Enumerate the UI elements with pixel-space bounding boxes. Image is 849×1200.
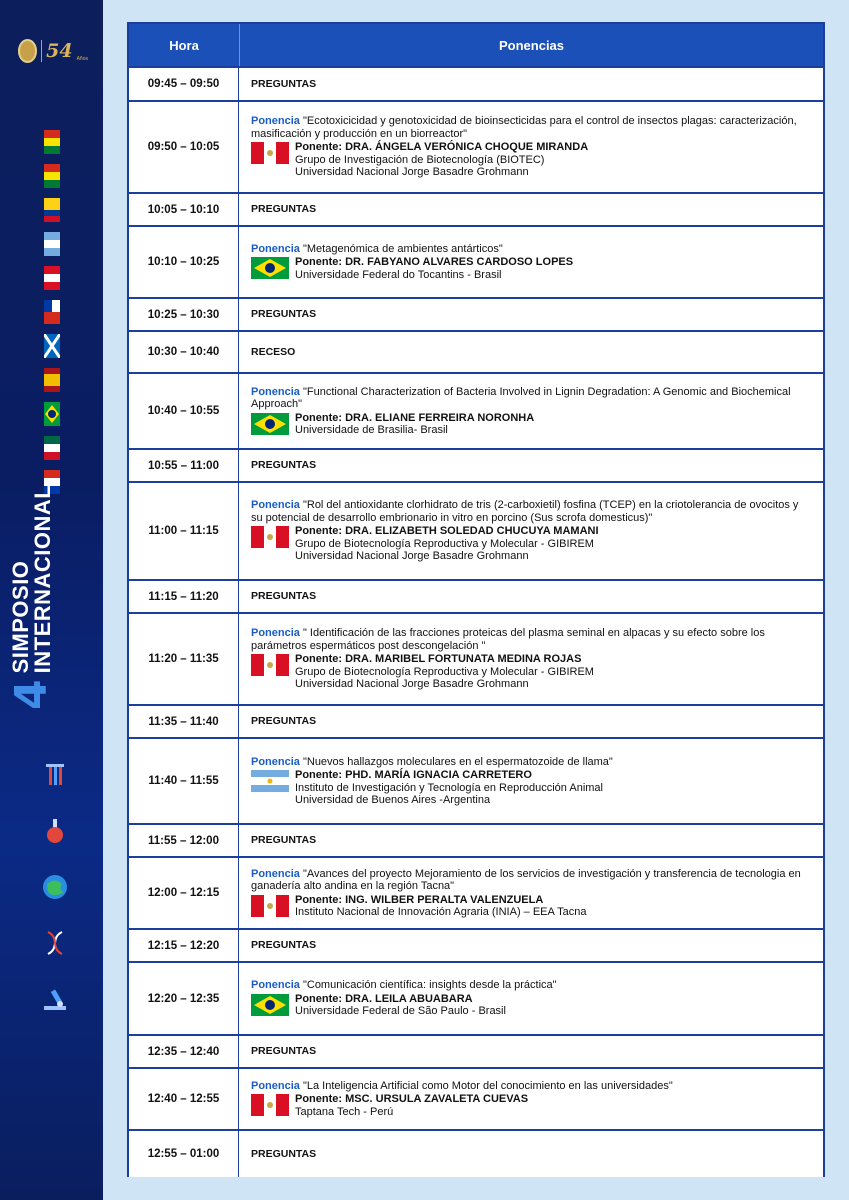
flag-peru-icon <box>251 654 289 676</box>
table-row <box>129 961 823 1034</box>
speaker-name: Ponente: ING. WILBER PERALTA VALENZUELA <box>295 893 544 906</box>
row-time: 11:40 – 11:55 <box>129 739 239 823</box>
table-row <box>129 66 823 100</box>
table-row <box>129 704 823 737</box>
row-time: 12:00 – 12:15 <box>129 858 239 928</box>
science-icons <box>30 760 80 1040</box>
university-seal-icon <box>18 39 37 63</box>
row-time: 10:40 – 10:55 <box>129 374 239 448</box>
table-header <box>129 24 823 66</box>
flag-peru-icon <box>251 1094 289 1116</box>
speaker-name: Ponente: PHD. MARÍA IGNACIA CARRETERO <box>295 769 532 782</box>
row-time: 09:50 – 10:05 <box>129 102 239 192</box>
talk-title: "Functional Characterization of Bacteria Involved in Lignin Degradation: A Genomic and Biochemical Approach" <box>251 385 791 411</box>
talk-label: Ponencia <box>251 242 300 255</box>
speaker-affiliation: Grupo de Biotecnología Reproductiva y Molecular - GIBIREM <box>295 537 594 550</box>
talk-title: " Identificación de las fracciones proteicas del plasma seminal en alpacas y su efecto sobre los parámetros espermáticos post descongelación " <box>251 627 765 652</box>
microscope-icon <box>40 984 70 1014</box>
table-row <box>129 481 823 579</box>
university-logo <box>18 36 88 66</box>
row-time: 09:45 – 09:50 <box>129 68 239 100</box>
row-text: PREGUNTAS <box>251 77 317 90</box>
row-text: PREGUNTAS <box>251 1045 317 1058</box>
row-text: PREGUNTAS <box>251 308 317 321</box>
flag-argentina-icon <box>44 232 60 256</box>
test-tubes-icon <box>40 760 70 790</box>
table-row <box>129 225 823 297</box>
row-text: PREGUNTAS <box>251 834 317 847</box>
row-time: 12:20 – 12:35 <box>129 963 239 1034</box>
globe-icon <box>40 872 70 902</box>
flag-brazil-icon <box>251 257 289 279</box>
row-time: 12:40 – 12:55 <box>129 1069 239 1129</box>
row-time: 10:05 – 10:10 <box>129 194 239 225</box>
speaker-institution: Universidad Nacional Jorge Basadre Grohmann <box>295 678 529 691</box>
talk-title: "Metagenómica de ambientes antárticos" <box>302 242 503 255</box>
talk-title: "Comunicación científica: insights desde la práctica" <box>302 979 557 992</box>
flag-chile-icon <box>44 300 60 324</box>
flag-peru-icon <box>251 526 289 548</box>
speaker-affiliation: Grupo de Investigación de Biotecnología (BIOTEC) <box>295 153 545 166</box>
talk-label: Ponencia <box>251 979 300 992</box>
speaker-name: Ponente: DRA. MARIBEL FORTUNATA MEDINA ROJAS <box>295 653 582 666</box>
speaker-name: Ponente: DRA. ELIZABETH SOLEDAD CHUCUYA MAMANI <box>295 525 599 538</box>
table-row <box>129 612 823 704</box>
table-row <box>129 100 823 192</box>
speaker-name: Ponente: DRA. ÁNGELA VERÓNICA CHOQUE MIRANDA <box>295 141 589 154</box>
talk-title: "Ecotoxicicidad y genotoxicidad de bioinsecticidas para el control de insectos plagas: caracterización, masificación y producción en un biorreactor" <box>251 115 797 140</box>
speaker-institution: Universidad Nacional Jorge Basadre Grohmann <box>295 166 529 179</box>
table-row <box>129 330 823 372</box>
flask-icon <box>40 816 70 846</box>
anniversary-sub: Años <box>76 56 88 62</box>
talk-title: "La Inteligencia Artificial como Motor del conocimiento en las universidades" <box>302 1079 673 1092</box>
flag-argentina-icon <box>251 770 289 792</box>
row-time: 12:35 – 12:40 <box>129 1036 239 1067</box>
speaker-affiliation: Taptana Tech - Perú <box>295 1105 394 1118</box>
flag-spain-icon <box>44 368 60 392</box>
flag-bolivia-icon <box>44 130 60 154</box>
flag-peru-icon <box>251 142 289 164</box>
row-text: PREGUNTAS <box>251 203 317 216</box>
row-time: 11:00 – 11:15 <box>129 483 239 579</box>
table-row <box>129 856 823 928</box>
row-time: 11:35 – 11:40 <box>129 706 239 737</box>
speaker-affiliation: Grupo de Biotecnología Reproductiva y Molecular - GIBIREM <box>295 665 594 678</box>
row-time: 10:25 – 10:30 <box>129 299 239 330</box>
table-row <box>129 297 823 330</box>
sidebar <box>0 0 103 1200</box>
header-talks: Ponencias <box>498 37 565 53</box>
flag-mexico-icon <box>44 436 60 460</box>
talk-label: Ponencia <box>251 1079 300 1092</box>
anniversary-number: 54 <box>46 40 73 62</box>
flag-brazil-icon <box>251 994 289 1016</box>
flag-peru-icon <box>251 895 289 917</box>
event-number: 4 <box>6 679 57 710</box>
flag-peru-icon <box>44 266 60 290</box>
table-row <box>129 448 823 481</box>
row-time: 10:30 – 10:40 <box>129 332 239 372</box>
table-row <box>129 579 823 612</box>
table-row <box>129 1067 823 1129</box>
event-line1: SIMPOSIO <box>7 560 33 674</box>
talk-label: Ponencia <box>251 385 300 398</box>
speaker-affiliation: Universidade Federal do Tocantins - Brasil <box>295 268 502 281</box>
talk-label: Ponencia <box>251 499 300 512</box>
row-time: 12:15 – 12:20 <box>129 930 239 961</box>
speaker-name: Ponente: DRA. LEILA ABUABARA <box>295 992 473 1005</box>
table-row <box>129 823 823 856</box>
row-time: 11:20 – 11:35 <box>129 614 239 704</box>
flag-brazil-icon <box>251 413 289 435</box>
talk-label: Ponencia <box>251 755 300 768</box>
table-row <box>129 192 823 225</box>
country-flags <box>44 130 60 504</box>
row-text: PREGUNTAS <box>251 715 317 728</box>
speaker-affiliation: Universidade Federal de São Paulo - Brasil <box>295 1005 506 1018</box>
row-time: 11:15 – 11:20 <box>129 581 239 612</box>
speaker-institution: Universidad de Buenos Aires -Argentina <box>295 793 491 806</box>
dna-icon <box>40 928 70 958</box>
talk-title: "Nuevos hallazgos moleculares en el espermatozoide de llama" <box>302 755 613 768</box>
table-row <box>129 737 823 823</box>
row-text: PREGUNTAS <box>251 459 317 472</box>
row-time: 12:55 – 01:00 <box>129 1131 239 1177</box>
event-line2: INTERNACIONAL <box>29 484 55 674</box>
schedule-table <box>127 22 825 1177</box>
talk-title: "Rol del antioxidante clorhidrato de tris (2-carboxietil) fosfina (TCEP) en la criotolerancia de ovocitos y su potencial de desarrollo embrionario in vitro en porcino (Sus scrofa domesticus)" <box>251 499 799 524</box>
table-row <box>129 1034 823 1067</box>
talk-label: Ponencia <box>251 627 300 640</box>
flag-bolivia-icon <box>44 164 60 188</box>
flag-brazil-icon <box>44 402 60 426</box>
table-row <box>129 1129 823 1177</box>
speaker-affiliation: Universidade de Brasilia- Brasil <box>295 423 448 436</box>
event-title <box>6 485 57 710</box>
speaker-affiliation: Instituto de Investigación y Tecnología en Reproducción Animal <box>295 781 603 794</box>
talk-title: "Avances del proyecto Mejoramiento de los servicios de investigación y transferencia de tecnologia en ganadería alto andina en la región Tacna" <box>251 867 801 893</box>
flag-scotland-icon <box>44 334 60 358</box>
talk-label: Ponencia <box>251 115 300 128</box>
row-time: 10:55 – 11:00 <box>129 450 239 481</box>
speaker-institution: Universidad Nacional Jorge Basadre Grohmann <box>295 550 529 563</box>
flag-colombia-icon <box>44 198 60 222</box>
table-row <box>129 928 823 961</box>
speaker-affiliation: Instituto Nacional de Innovación Agraria (INIA) – EEA Tacna <box>295 905 587 918</box>
speaker-name: Ponente: DRA. ELIANE FERREIRA NORONHA <box>295 411 535 424</box>
row-text: PREGUNTAS <box>251 590 317 603</box>
talk-label: Ponencia <box>251 867 300 880</box>
row-text: PREGUNTAS <box>251 1147 317 1160</box>
row-time: 11:55 – 12:00 <box>129 825 239 856</box>
speaker-name: Ponente: MSC. URSULA ZAVALETA CUEVAS <box>295 1093 529 1106</box>
speaker-name: Ponente: DR. FABYANO ALVARES CARDOSO LOPES <box>295 256 574 269</box>
row-text: RECESO <box>251 345 296 358</box>
table-row <box>129 372 823 448</box>
header-time: Hora <box>129 24 240 66</box>
row-time: 10:10 – 10:25 <box>129 227 239 297</box>
row-text: PREGUNTAS <box>251 939 317 952</box>
